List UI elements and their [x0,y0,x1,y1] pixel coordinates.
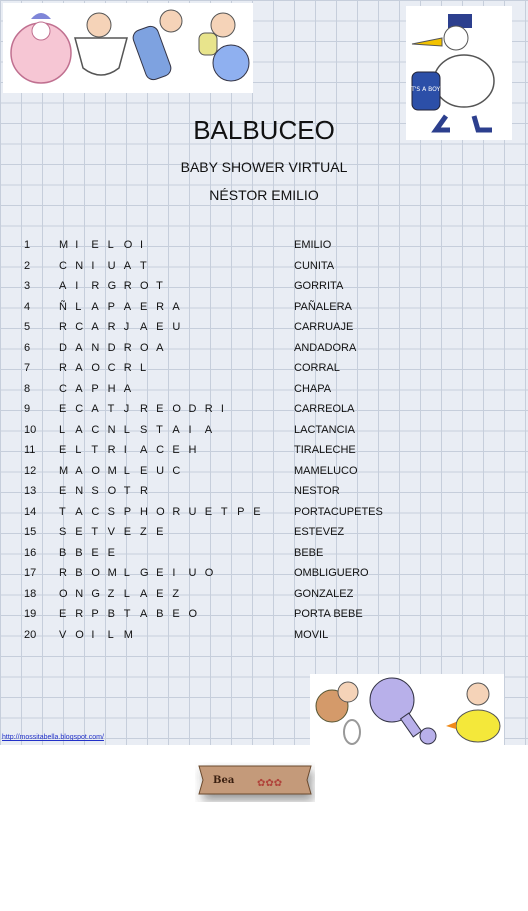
answer-word: EMILIO [294,239,332,251]
row-number: 13 [24,485,37,497]
row-number: 1 [24,239,31,251]
letter-cell: A [139,608,148,620]
letter-cell: M [59,464,69,477]
letter-cell: D [107,341,116,354]
puzzle-row [0,358,528,378]
letter-cell: P [91,608,99,620]
puzzle-row [0,604,528,624]
scrambled-letters [59,297,189,317]
letter-cell: C [107,362,116,374]
letter-cell: T [220,505,228,518]
letter-cell: T [123,485,131,497]
row-number: 16 [24,546,37,559]
letter-cell: U [156,464,165,477]
letter-cell: L [139,362,147,374]
answer-word: PORTACUPETES [294,505,383,518]
letter-cell: O [107,485,117,497]
puzzle-row [0,297,528,317]
letter-cell: L [59,423,66,436]
letter-cell: E [91,546,99,559]
letter-cell: I [91,259,95,272]
letter-cell: E [75,526,83,538]
letter-cell: A [172,423,180,436]
answer-word: CORRAL [294,362,340,374]
letter-cell: O [156,505,165,518]
letter-cell: R [59,362,67,374]
letter-cell: E [156,321,164,333]
letter-cell: N [75,485,84,497]
row-number: 12 [24,464,37,477]
letter-cell: N [75,259,84,272]
letter-cell: O [204,567,214,579]
letter-cell: U [172,321,181,333]
letter-cell: G [91,587,100,600]
letter-cell: R [123,341,132,354]
answer-word: BEBE [294,546,324,559]
answer-word: ESTEVEZ [294,526,345,538]
letter-cell: A [204,423,213,436]
baby-name: NÉSTOR EMILIO [209,187,319,203]
puzzle-row [0,338,528,358]
letter-cell: S [139,423,148,436]
letter-cell: T [156,280,163,292]
letter-cell: L [75,444,82,456]
scrambled-letters [59,317,189,337]
letter-cell: A [59,280,67,292]
row-number: 7 [24,362,31,374]
letter-cell: R [156,300,165,313]
letter-cell: I [220,403,224,415]
letter-cell: A [123,259,132,272]
letter-cell: U [188,505,197,518]
letter-cell: M [107,464,117,477]
letter-cell: E [107,546,115,559]
letter-cell: T [59,505,66,518]
letter-cell: T [91,444,99,456]
letter-cell: U [107,259,116,272]
scrambled-letters [59,276,172,296]
scrambled-letters [59,358,156,378]
blog-link[interactable]: http://mossitabella.blogspot.com/ [2,734,104,741]
letter-cell: R [107,321,116,333]
letter-cell: I [75,239,79,251]
letter-cell: R [91,280,100,292]
puzzle-row [0,543,528,563]
puzzle-row [0,317,528,337]
letter-cell: E [156,403,164,415]
letter-cell: A [172,300,180,313]
letter-cell: E [123,526,132,538]
letter-cell: P [91,382,99,395]
puzzle-row [0,399,528,419]
letter-cell: C [75,321,84,333]
letter-cell: O [172,403,181,415]
letter-cell: L [123,423,130,436]
scrambled-letters [59,399,237,419]
signature-tag [195,762,315,802]
puzzle-row [0,440,528,460]
letter-cell: R [59,321,67,333]
letter-cell: H [139,505,148,518]
puzzle-row [0,502,528,522]
letter-cell: H [188,444,197,456]
letter-cell: A [75,464,83,477]
row-number: 20 [24,628,37,641]
letter-cell: M [123,628,133,641]
letter-cell: I [188,423,192,436]
row-number: 19 [24,608,37,620]
letter-cell: A [139,587,148,600]
letter-cell: O [91,362,100,374]
letter-cell: I [139,239,143,251]
letter-cell: A [91,403,99,415]
letter-cell: A [123,382,132,395]
event-subtitle: BABY SHOWER VIRTUAL [180,159,348,175]
row-number: 6 [24,341,31,354]
letter-cell: C [91,505,100,518]
letter-cell: S [107,505,115,518]
baby-items-illustration [3,3,253,93]
scrambled-letters [59,440,205,460]
letter-cell: B [107,608,115,620]
letter-cell: O [75,628,84,641]
letter-cell: V [59,628,67,641]
letter-cell: C [59,382,67,395]
row-number: 2 [24,259,31,272]
letter-cell: E [139,300,148,313]
letter-cell: Z [107,587,115,600]
letter-cell: E [156,587,164,600]
letter-cell: B [75,567,83,579]
letter-cell: I [123,444,127,456]
puzzle-row [0,379,528,399]
scrambled-letters [59,625,140,645]
letter-cell: N [91,341,100,354]
letter-cell: E [172,444,180,456]
puzzle-row [0,420,528,440]
letter-cell: C [156,444,165,456]
letter-cell: M [59,239,69,251]
scrambled-letters [59,338,172,358]
letter-cell: A [123,300,132,313]
letter-cell: C [91,423,100,436]
scrambled-letters [59,379,140,399]
letter-cell: A [75,423,83,436]
letter-cell: G [107,280,117,292]
letter-cell: R [139,403,148,415]
scrambled-letters [59,522,172,542]
letter-cell: L [107,239,114,251]
answer-word: GORRITA [294,280,344,292]
letter-cell: G [139,567,149,579]
letter-cell: R [59,567,67,579]
scrambled-letters [59,543,124,563]
letter-cell: L [75,300,82,313]
stork-bag-text: IT'S A BOY! [409,86,443,93]
puzzle-row [0,461,528,481]
puzzle-row [0,481,528,501]
letter-cell: A [139,444,148,456]
letter-cell: R [75,608,84,620]
letter-cell: O [91,464,100,477]
puzzle-row [0,625,528,645]
row-number: 11 [24,444,36,456]
row-number: 4 [24,300,31,313]
letter-cell: R [123,362,132,374]
row-number: 9 [24,403,31,415]
scrambled-letters [59,420,221,440]
letter-cell: D [188,403,197,415]
letter-cell: R [139,485,148,497]
letter-cell: E [253,505,261,518]
letter-cell: D [59,341,67,354]
letter-cell: T [156,423,163,436]
puzzle-row [0,584,528,604]
letter-cell: H [107,382,116,395]
letter-cell: B [59,546,67,559]
scrambled-letters [59,502,269,522]
letter-cell: C [59,259,67,272]
answer-word: CARREOLA [294,403,355,415]
letter-cell: A [75,341,83,354]
scrambled-letters [59,235,156,255]
letter-cell: T [139,259,147,272]
letter-cell: A [156,341,164,354]
letter-cell: O [59,587,68,600]
letter-cell: O [139,341,149,354]
letter-cell: T [107,403,115,415]
baby-toys-illustration [310,674,504,746]
letter-cell: E [59,444,67,456]
answer-word: GONZALEZ [294,587,354,600]
puzzle-row [0,276,528,296]
row-number: 18 [24,587,37,600]
signature-text: Bea [213,775,235,786]
letter-cell: R [204,403,213,415]
scrambled-letters [59,461,189,481]
letter-cell: O [91,567,100,579]
floral-ornament-icon: ✿✿✿ [257,778,283,789]
puzzle-row [0,256,528,276]
letter-cell: O [123,239,133,251]
letter-cell: A [91,300,99,313]
puzzle-row [0,235,528,255]
letter-cell: U [188,567,197,579]
row-number: 15 [24,526,37,538]
letter-cell: A [91,321,99,333]
row-number: 8 [24,382,31,395]
letter-cell: E [156,526,164,538]
answer-word: ANDADORA [294,341,357,354]
letter-cell: P [237,505,245,518]
letter-cell: B [75,546,83,559]
letter-cell: E [91,239,99,251]
letter-cell: I [172,567,176,579]
letter-cell: M [107,567,117,579]
row-number: 5 [24,321,31,333]
letter-cell: L [123,464,130,477]
row-number: 3 [24,280,31,292]
answer-word: PAÑALERA [294,300,352,313]
letter-cell: L [123,567,130,579]
answer-word: TIRALECHE [294,444,356,456]
answer-word: NESTOR [294,485,340,497]
scrambled-letters [59,256,156,276]
letter-cell: C [172,464,181,477]
letter-cell: E [59,485,67,497]
letter-cell: E [59,608,67,620]
letter-cell: E [59,403,67,415]
letter-cell: P [123,505,132,518]
answer-word: OMBLIGUERO [294,567,369,579]
scrambled-letters [59,563,221,583]
letter-cell: Z [139,526,147,538]
letter-cell: Ñ [59,300,67,313]
letter-cell: E [139,464,148,477]
answer-word: MAMELUCO [294,464,358,477]
letter-cell: C [75,403,84,415]
letter-cell: O [139,280,149,292]
letter-cell: T [91,526,99,538]
letter-cell: O [188,608,198,620]
letter-cell: E [156,567,164,579]
answer-word: CHAPA [294,382,332,395]
answer-word: MOVIL [294,628,329,641]
letter-cell: R [172,505,181,518]
row-number: 10 [24,423,37,436]
letter-cell: A [75,382,83,395]
letter-cell: V [107,526,115,538]
letter-cell: S [59,526,67,538]
puzzle-row [0,563,528,583]
letter-cell: L [107,628,114,641]
letter-cell: E [204,505,213,518]
letter-cell: R [107,444,116,456]
scrambled-letters [59,584,189,604]
letter-cell: I [75,280,79,292]
letter-cell: N [107,423,116,436]
answer-word: CARRUAJE [294,321,354,333]
letter-cell: Z [172,587,180,600]
letter-cell: N [75,587,84,600]
letter-cell: A [75,505,83,518]
letter-cell: T [123,608,131,620]
scrambled-letters [59,481,156,501]
page-title: BALBUCEO [193,115,335,145]
letter-cell: B [156,608,164,620]
letter-cell: J [123,403,130,415]
row-number: 14 [24,505,37,518]
letter-cell: I [91,628,95,641]
answer-word: LACTANCIA [294,423,355,436]
scrambled-letters [59,604,205,624]
answer-word: PORTA BEBE [294,608,363,620]
letter-cell: S [91,485,99,497]
letter-cell: P [107,300,115,313]
answer-word: CUNITA [294,259,335,272]
letter-cell: L [123,587,130,600]
letter-cell: E [172,608,180,620]
letter-cell: A [139,321,148,333]
letter-cell: R [123,280,132,292]
row-number: 17 [24,567,37,579]
letter-cell: J [123,321,130,333]
letter-cell: A [75,362,83,374]
puzzle-row [0,522,528,542]
